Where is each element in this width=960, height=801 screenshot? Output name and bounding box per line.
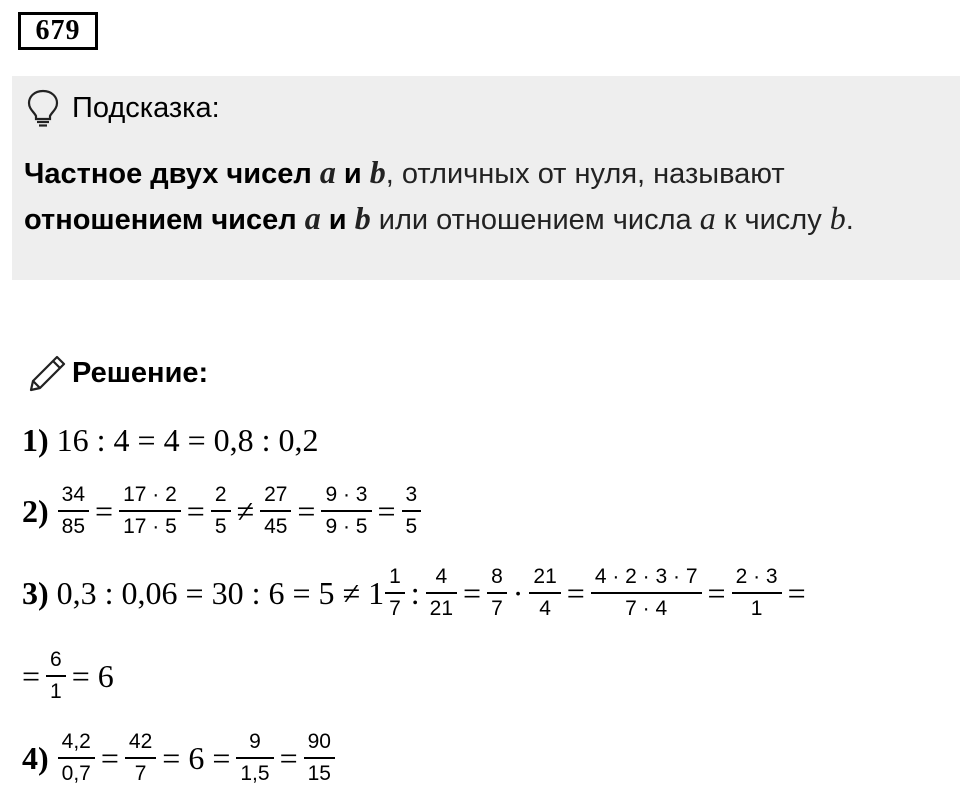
lightbulb-icon (26, 88, 60, 128)
pencil-icon (26, 353, 68, 393)
denominator: 1 (732, 592, 782, 621)
denominator: 1 (46, 675, 66, 704)
numerator: 3 (405, 483, 418, 506)
fraction (734, 565, 780, 621)
denominator: 1,5 (236, 757, 273, 786)
operator: = (95, 492, 114, 529)
var-a: a (699, 200, 716, 236)
denominator: 4 (529, 592, 560, 621)
denominator: 9 · 5 (321, 510, 371, 539)
denominator: 5 (402, 510, 422, 539)
numerator: 42 (128, 730, 153, 753)
solution-item-1 (22, 418, 319, 462)
hint-line-1 (24, 150, 954, 196)
solution-item-3 (22, 562, 811, 624)
hint-dot: . (845, 204, 854, 236)
fraction (213, 483, 229, 539)
denominator: 0,7 (58, 757, 95, 786)
solution-header (26, 350, 208, 396)
fraction (428, 565, 455, 621)
hint-line-2 (24, 196, 954, 242)
hint-box (12, 76, 960, 280)
numerator: 1 (389, 565, 401, 588)
fraction (404, 483, 420, 539)
denominator: 45 (260, 510, 291, 539)
item-number: 2) (22, 492, 49, 529)
item-number: 1) (22, 421, 49, 458)
var-a: a (304, 200, 321, 236)
fraction (262, 483, 289, 539)
numerator: 9 (249, 730, 261, 753)
item-number: 4) (22, 739, 49, 776)
numerator: 2 (214, 483, 227, 506)
operator: ≠ (236, 492, 255, 529)
operator: = (566, 574, 585, 611)
operator: = (186, 492, 205, 529)
numerator: 27 (264, 483, 288, 506)
fraction (323, 483, 369, 539)
hint-text-rest: или отношением числа (370, 204, 700, 236)
item-number: 3) (22, 574, 49, 611)
var-b: b (354, 200, 371, 236)
denominator: 21 (426, 592, 457, 621)
numerator: 4 (435, 565, 448, 588)
numerator: 2 · 3 (735, 565, 778, 588)
hint-and: и (335, 158, 370, 190)
operator: · (512, 574, 524, 611)
operator: = (297, 492, 316, 529)
fraction (48, 648, 64, 704)
denominator: 5 (211, 510, 231, 539)
numerator: 34 (61, 483, 86, 506)
numerator: 8 (491, 565, 503, 588)
hint-title: Подсказка: (72, 91, 220, 124)
denominator: 15 (304, 757, 335, 786)
solution-title: Решение: (72, 356, 209, 389)
numerator: 4 · 2 · 3 · 7 (594, 565, 698, 588)
hint-text-to: к числу (715, 204, 830, 236)
fraction (60, 730, 93, 786)
operator: = (279, 739, 298, 776)
fraction (127, 730, 154, 786)
hint-bold-text: Частное двух чисел (24, 158, 320, 190)
denominator: 7 (487, 592, 507, 621)
fraction (387, 565, 403, 621)
equation-text: 16 : 4 = 4 = 0,8 : 0,2 (56, 421, 319, 458)
fraction (121, 483, 179, 539)
solution-item-2 (22, 480, 422, 542)
hint-text-rest: , отличных от нуля, называют (385, 158, 785, 190)
fraction (531, 565, 558, 621)
operator: : (410, 574, 420, 611)
task-number: 679 (18, 12, 98, 50)
hint-text (24, 150, 954, 242)
denominator: 85 (58, 510, 89, 539)
denominator: 17 · 5 (119, 510, 181, 539)
operator: = (100, 739, 119, 776)
numerator: 4,2 (61, 730, 91, 753)
hint-header (26, 86, 220, 130)
fraction (593, 565, 700, 621)
operator: = (377, 492, 396, 529)
hint-and: и (320, 204, 355, 236)
hint-bold-text: отношением чисел (24, 204, 305, 236)
denominator: 7 (125, 757, 156, 786)
operator: = (22, 657, 41, 694)
fraction (306, 730, 333, 786)
numerator: 17 · 2 (123, 483, 177, 506)
solution-item-3-continued (22, 645, 119, 707)
numerator: 9 · 3 (325, 483, 368, 506)
operator: = (463, 574, 482, 611)
numerator: 21 (533, 565, 557, 588)
fraction (489, 565, 505, 621)
numerator: 6 (50, 648, 62, 671)
fraction (238, 730, 271, 786)
var-b: b (829, 200, 846, 236)
equation-text: = 6 (71, 657, 114, 694)
solution-item-4 (22, 727, 336, 789)
equation-text: 0,3 : 0,06 = 30 : 6 = 5 ≠ 1 (56, 574, 385, 611)
var-b: b (369, 154, 386, 190)
equation-text: = 6 = (162, 739, 231, 776)
denominator: 7 · 4 (591, 592, 702, 621)
fraction (60, 483, 87, 539)
operator: = (707, 574, 726, 611)
denominator: 7 (385, 592, 405, 621)
operator: = (787, 574, 806, 611)
var-a: a (319, 154, 336, 190)
numerator: 90 (307, 730, 331, 753)
